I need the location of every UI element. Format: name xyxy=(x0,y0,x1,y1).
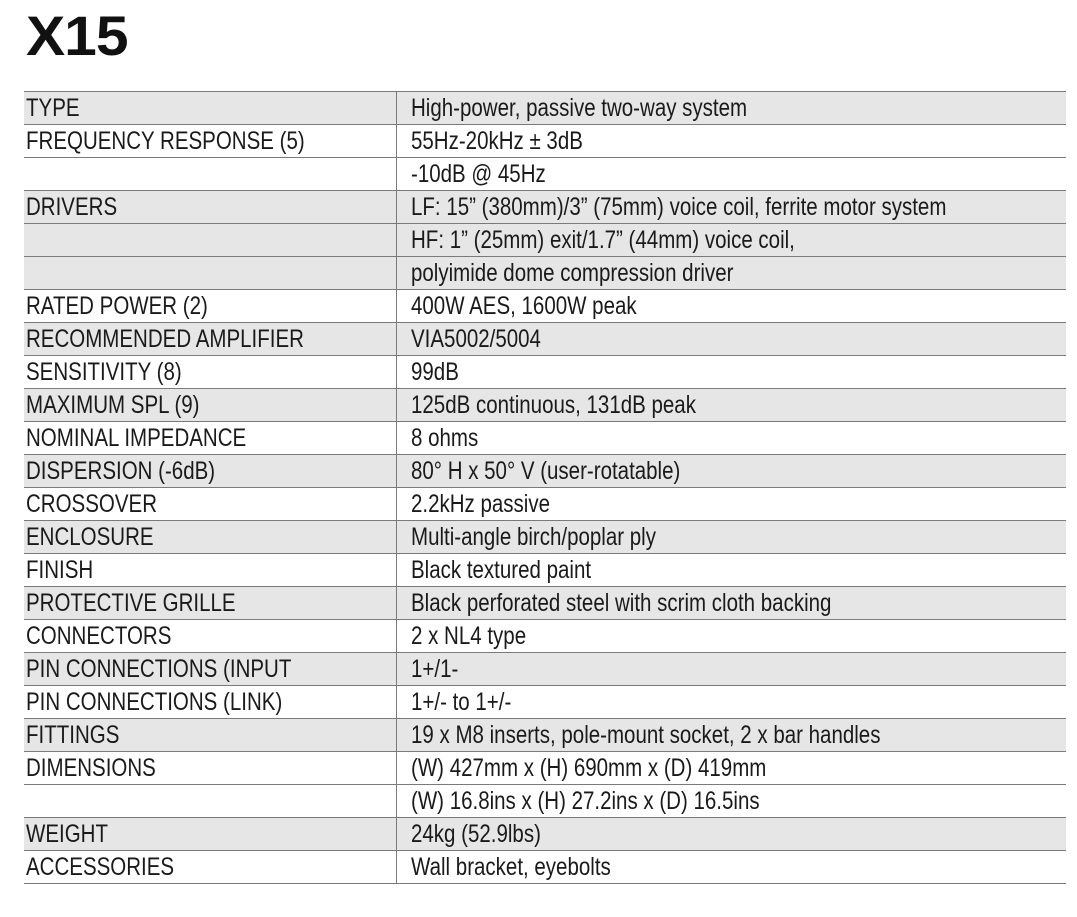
spec-row xyxy=(24,851,1066,884)
spec-row xyxy=(24,488,1066,521)
spec-label: WEIGHT xyxy=(24,818,397,851)
spec-row xyxy=(24,125,1066,158)
spec-row xyxy=(24,323,1066,356)
spec-row xyxy=(24,620,1066,653)
spec-row xyxy=(24,455,1066,488)
spec-value: 1+/- to 1+/- xyxy=(397,686,1067,719)
spec-value: 2 x NL4 type xyxy=(397,620,1067,653)
spec-label: MAXIMUM SPL (9) xyxy=(24,389,397,422)
spec-label: DISPERSION (-6dB) xyxy=(24,455,397,488)
spec-value: Black perforated steel with scrim cloth backing xyxy=(397,587,1067,620)
spec-value: 1+/1- xyxy=(397,653,1067,686)
spec-label xyxy=(24,158,397,191)
spec-row xyxy=(24,521,1066,554)
spec-label xyxy=(24,224,397,257)
spec-value: 80° H x 50° V (user-rotatable) xyxy=(397,455,1067,488)
spec-value: High-power, passive two-way system xyxy=(397,92,1067,125)
spec-value: 400W AES, 1600W peak xyxy=(397,290,1067,323)
spec-value: Black textured paint xyxy=(397,554,1067,587)
spec-value: 99dB xyxy=(397,356,1067,389)
spec-label: CROSSOVER xyxy=(24,488,397,521)
spec-row xyxy=(24,191,1066,224)
spec-row xyxy=(24,92,1066,125)
spec-row xyxy=(24,752,1066,785)
spec-label: RATED POWER (2) xyxy=(24,290,397,323)
spec-value: LF: 15” (380mm)/3” (75mm) voice coil, ferrite motor system xyxy=(397,191,1067,224)
spec-label: RECOMMENDED AMPLIFIER xyxy=(24,323,397,356)
spec-row xyxy=(24,356,1066,389)
spec-label: CONNECTORS xyxy=(24,620,397,653)
page-title: X15 xyxy=(26,4,128,67)
spec-label: ENCLOSURE xyxy=(24,521,397,554)
spec-row xyxy=(24,785,1066,818)
spec-row xyxy=(24,257,1066,290)
spec-value: (W) 16.8ins x (H) 27.2ins x (D) 16.5ins xyxy=(397,785,1067,818)
spec-label: NOMINAL IMPEDANCE xyxy=(24,422,397,455)
spec-row xyxy=(24,587,1066,620)
spec-value: 2.2kHz passive xyxy=(397,488,1067,521)
spec-label: FREQUENCY RESPONSE (5) xyxy=(24,125,397,158)
spec-label xyxy=(24,785,397,818)
spec-row xyxy=(24,818,1066,851)
spec-row xyxy=(24,686,1066,719)
spec-value: (W) 427mm x (H) 690mm x (D) 419mm xyxy=(397,752,1067,785)
spec-row xyxy=(24,653,1066,686)
spec-value: polyimide dome compression driver xyxy=(397,257,1067,290)
spec-value: 19 x M8 inserts, pole-mount socket, 2 x bar handles xyxy=(397,719,1067,752)
spec-value: 125dB continuous, 131dB peak xyxy=(397,389,1067,422)
spec-label: DRIVERS xyxy=(24,191,397,224)
spec-label: FITTINGS xyxy=(24,719,397,752)
spec-value: -10dB @ 45Hz xyxy=(397,158,1067,191)
spec-row xyxy=(24,554,1066,587)
spec-value: 24kg (52.9lbs) xyxy=(397,818,1067,851)
spec-label: PROTECTIVE GRILLE xyxy=(24,587,397,620)
spec-label: PIN CONNECTIONS (INPUT xyxy=(24,653,397,686)
spec-value: 8 ohms xyxy=(397,422,1067,455)
spec-row xyxy=(24,389,1066,422)
spec-label: ACCESSORIES xyxy=(24,851,397,884)
spec-label: TYPE xyxy=(24,92,397,125)
spec-row xyxy=(24,224,1066,257)
spec-value: 55Hz-20kHz ± 3dB xyxy=(397,125,1067,158)
spec-row xyxy=(24,290,1066,323)
spec-row xyxy=(24,422,1066,455)
spec-label: DIMENSIONS xyxy=(24,752,397,785)
spec-label: SENSITIVITY (8) xyxy=(24,356,397,389)
spec-label: PIN CONNECTIONS (LINK) xyxy=(24,686,397,719)
spec-value: VIA5002/5004 xyxy=(397,323,1067,356)
spec-row xyxy=(24,719,1066,752)
spec-label: FINISH xyxy=(24,554,397,587)
spec-value: Multi-angle birch/poplar ply xyxy=(397,521,1067,554)
spec-value: HF: 1” (25mm) exit/1.7” (44mm) voice coil, xyxy=(397,224,1067,257)
spec-row xyxy=(24,158,1066,191)
spec-value: Wall bracket, eyebolts xyxy=(397,851,1067,884)
spec-label xyxy=(24,257,397,290)
spec-table xyxy=(24,91,1066,884)
